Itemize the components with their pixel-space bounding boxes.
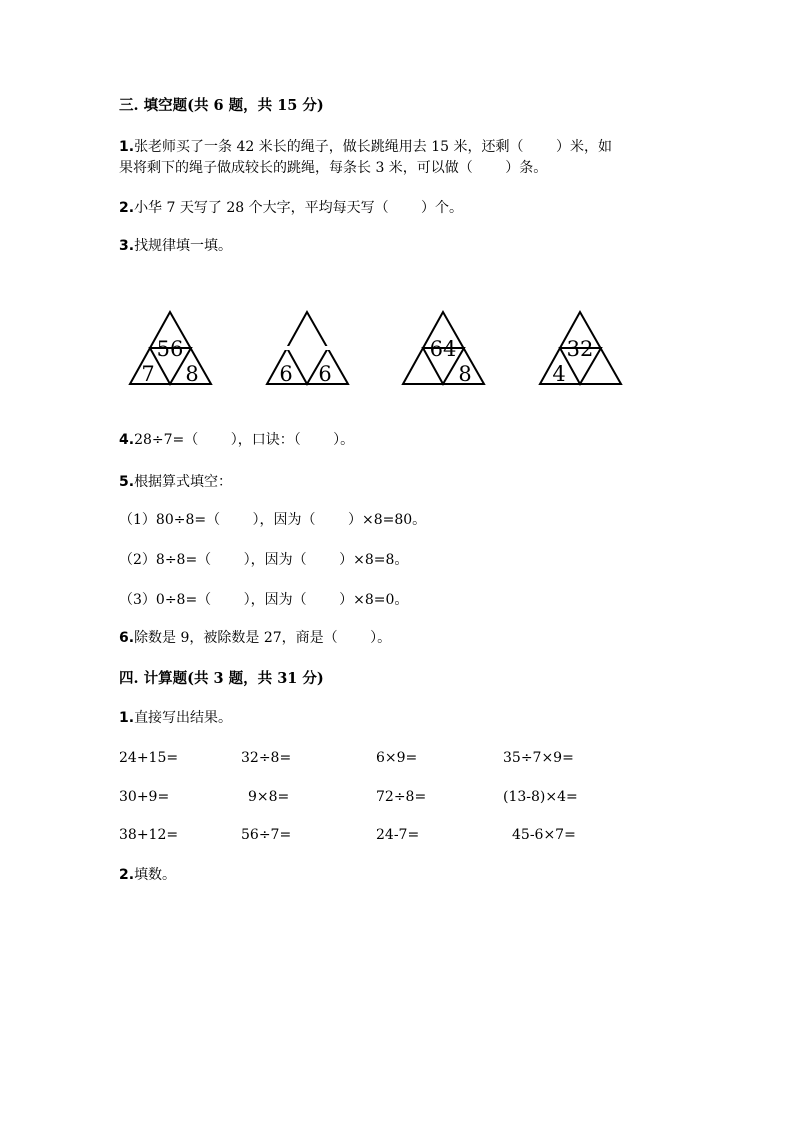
triangle-3	[403, 312, 484, 386]
question-6	[119, 628, 391, 648]
question-5-number: 5.	[119, 474, 135, 490]
calc-cell: 6×9=	[376, 750, 418, 766]
calc-cell: 32÷8=	[241, 750, 292, 766]
question-5-sub-2: （2）8÷8=（ ），因为（ ）×8=8。	[119, 552, 409, 568]
question-6-number: 6.	[119, 630, 135, 646]
question-5-sub-1: （1）80÷8=（ ），因为（ ）×8=80。	[119, 512, 427, 528]
calc-cell: 35÷7×9=	[503, 750, 574, 766]
calc-cell: (13-8)×4=	[503, 789, 578, 805]
question-5-sub-3: （3）0÷8=（ ），因为（ ）×8=0。	[119, 592, 409, 608]
calc-cell: 9×8=	[248, 789, 290, 805]
triangle-1-right: 8	[185, 362, 199, 386]
triangle-patterns	[0, 0, 794, 420]
calc-question-1-text: 直接写出结果。	[134, 710, 233, 726]
question-1-text-line-1: 张老师买了一条 42 米长的绳子，做长跳绳用去 15 米，还剩（ ）米，如	[134, 139, 612, 155]
question-3-text: 找规律填一填。	[134, 238, 233, 254]
calc-cell: 72÷8=	[376, 789, 427, 805]
calc-question-2-text: 填数。	[134, 867, 177, 883]
triangle-4	[540, 312, 621, 386]
triangle-4-top: 32	[566, 337, 594, 361]
question-4-number: 4.	[119, 432, 135, 448]
calc-cell: 56÷7=	[241, 827, 292, 843]
calc-cell: 38+12=	[119, 827, 179, 843]
triangle-1	[130, 312, 211, 386]
triangle-2-left: 6	[279, 362, 293, 386]
question-1-text-line-2: 果将剩下的绳子做成较长的跳绳，每条长 3 米，可以做（ ）条。	[119, 160, 548, 176]
triangle-2-right: 6	[318, 362, 332, 386]
section-4-heading: 四. 计算题(共 3 题，共 31 分)	[119, 670, 324, 687]
calc-cell: 24-7=	[376, 827, 420, 843]
calc-question-1	[119, 708, 232, 728]
calc-cell: 45-6×7=	[512, 827, 576, 843]
question-2-number: 2.	[119, 200, 135, 216]
calc-question-2	[119, 865, 176, 885]
triangle-3-top: 64	[429, 337, 457, 361]
triangle-1-top: 56	[156, 337, 184, 361]
calc-question-1-number: 1.	[119, 710, 135, 726]
calc-question-2-number: 2.	[119, 867, 135, 883]
section-3-heading: 三. 填空题(共 6 题，共 15 分)	[119, 97, 324, 114]
question-4-text: 28÷7=（ ），口诀：（ ）。	[134, 432, 355, 448]
question-5-text: 根据算式填空：	[134, 474, 233, 490]
triangle-4-left: 4	[552, 362, 566, 386]
calc-cell: 30+9=	[119, 789, 170, 805]
triangle-2	[267, 312, 348, 386]
question-6-text: 除数是 9，被除数是 27，商是（ ）。	[134, 630, 392, 646]
question-2-text: 小华 7 天写了 28 个大字，平均每天写（ ）个。	[134, 200, 464, 216]
question-4	[119, 430, 354, 450]
triangle-1-left: 7	[141, 362, 155, 386]
calc-cell: 24+15=	[119, 750, 179, 766]
question-5	[119, 472, 232, 492]
question-1-number: 1.	[119, 139, 135, 155]
triangle-3-right: 8	[458, 362, 472, 386]
question-3-number: 3.	[119, 238, 135, 254]
